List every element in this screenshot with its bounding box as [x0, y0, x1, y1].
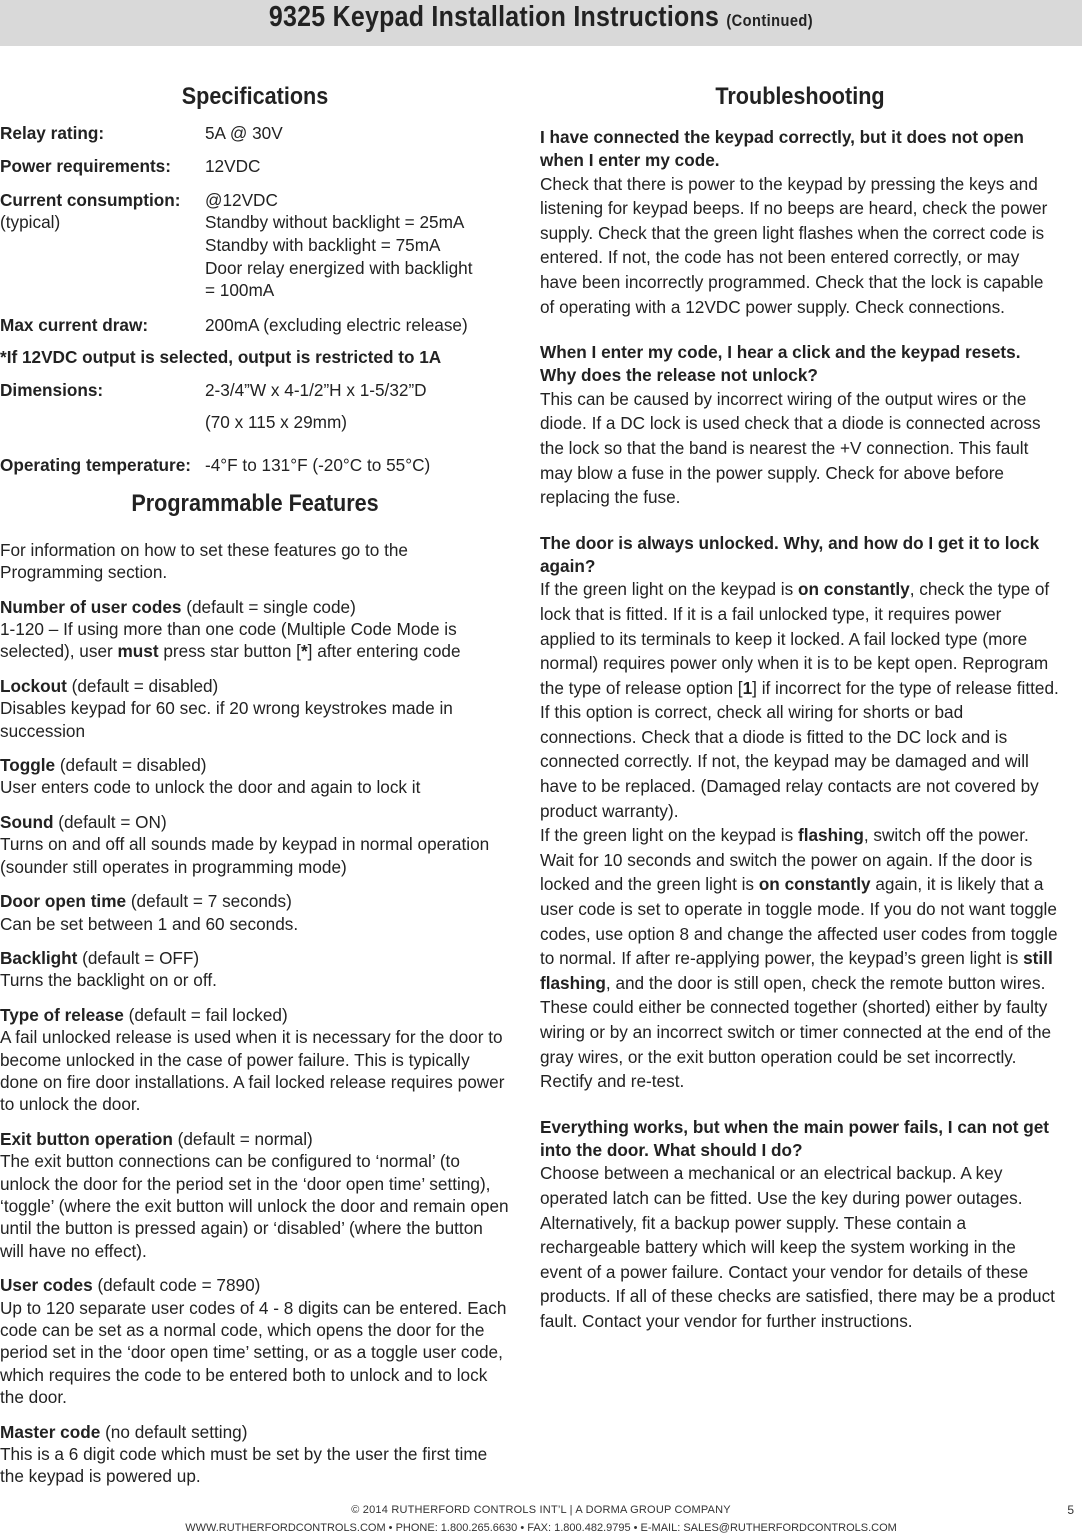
- spec-value: Standby without backlight = 25mA: [205, 212, 465, 233]
- spec-temperature: [0, 454, 510, 476]
- ts-item-3: [540, 532, 1060, 1094]
- feature-type-of-release: [0, 1004, 510, 1116]
- feature-default: (default = single code): [181, 596, 356, 617]
- feature-name: Type of release: [0, 1004, 124, 1025]
- spec-relay: [0, 122, 510, 144]
- feature-desc: User enters code to unlock the door and again to lock it: [0, 777, 421, 798]
- spec-label: Power requirements:: [0, 156, 171, 177]
- feature-desc: 1-120 – If using more than one code (Multiple Code Mode is selected), user: [0, 619, 457, 662]
- feature-default: (default = 7 seconds): [126, 891, 292, 912]
- ts-text: If the green light on the keypad is: [540, 825, 798, 846]
- spec-label: Dimensions:: [0, 379, 104, 400]
- ts-item-1: [540, 126, 1060, 319]
- feature-name: Master code: [0, 1421, 101, 1442]
- footer-contact: WWW.RUTHERFORDCONTROLS.COM • PHONE: 1.800.265.6630 • FAX: 1.800.482.9795 • E-MAIL: SALES@RUTHERFORDCONTROLS.COM: [185, 1522, 897, 1534]
- spec-value: 12VDC: [205, 156, 261, 177]
- feature-name: Sound: [0, 811, 54, 832]
- footer-copyright: © 2014 RUTHERFORD CONTROLS INT’L | A DORMA GROUP COMPANY: [351, 1504, 731, 1516]
- feature-master-code: [0, 1421, 510, 1488]
- features-intro: For information on how to set these features go to the Programming section.: [0, 539, 408, 583]
- feature-name: Lockout: [0, 675, 67, 696]
- specifications-heading: Specifications: [181, 83, 329, 110]
- spec-dimensions: [0, 379, 510, 434]
- feature-default: (default = fail locked): [123, 1004, 288, 1025]
- feature-default: (default code = 7890): [92, 1275, 261, 1296]
- feature-desc: Can be set between 1 and 60 seconds.: [0, 913, 299, 934]
- feature-backlight: [0, 947, 510, 992]
- right-column: [540, 82, 1060, 1334]
- ts-answer: [540, 577, 1060, 1093]
- feature-exit-button-operation: [0, 1128, 510, 1262]
- feature-default: (default = disabled): [66, 675, 219, 696]
- spec-value: -4°F to 131°F (-20°C to 55°C): [205, 455, 431, 476]
- title-text: 9325 Keypad Installation Instructions: [268, 1, 720, 33]
- feature-name: Toggle: [0, 755, 56, 776]
- ts-question: When I enter my code, I hear a click and the keypad resets. Why does the release not unlock?: [540, 342, 1021, 385]
- ts-emphasis: still flashing: [540, 948, 1053, 993]
- feature-emphasis: *: [300, 641, 308, 662]
- spec-current: [0, 189, 510, 302]
- ts-text: , switch off the power. Wait for 10 seconds and switch the power on again. If the door is locked and the green light is: [540, 825, 1033, 895]
- feature-name: Exit button operation: [0, 1128, 173, 1149]
- spec-max-current: [0, 314, 510, 336]
- ts-text: If the green light on the keypad is: [540, 579, 798, 600]
- feature-desc: Turns the backlight on or off.: [0, 970, 217, 991]
- feature-sound: [0, 811, 510, 878]
- spec-note: *If 12VDC output is selected, output is restricted to 1A: [0, 347, 442, 368]
- feature-desc: Turns on and off all sounds made by keypad in normal operation (sounder still operates in programming mode): [0, 834, 490, 877]
- spec-value: Door relay energized with backlight: [205, 257, 473, 278]
- ts-question: I have connected the keypad correctly, but it does not open when I enter my code.: [540, 127, 1024, 170]
- feature-default: (default = disabled): [55, 755, 207, 776]
- troubleshooting-heading: Troubleshooting: [715, 83, 885, 110]
- spec-value: 5A @ 30V: [205, 123, 283, 143]
- feature-name: Backlight: [0, 947, 78, 968]
- feature-desc: A fail unlocked release is used when it is necessary for the door to become unlocked in the case of power failure. This is typically done on fire door installations. A fail locked release requires power to unlock the door.: [0, 1027, 505, 1115]
- feature-name: Number of user codes: [0, 596, 182, 617]
- page-header: [0, 0, 1082, 46]
- feature-toggle: [0, 754, 510, 799]
- feature-name: User codes: [0, 1275, 93, 1296]
- spec-label: Relay rating:: [0, 123, 105, 143]
- spec-power: [0, 155, 510, 177]
- page-number: 5: [1067, 1503, 1074, 1517]
- feature-desc: The exit button connections can be configured to ‘normal’ (to unlock the door for the period set in the ‘door open time’ setting), ‘toggle’ (where the exit button will unlock the door and remain open until the button is pressed again) or ‘disabled’ (where the button will have no effect).: [0, 1151, 509, 1261]
- feature-default: (default = ON): [53, 811, 167, 832]
- spec-value: 2-3/4”W x 4-1/2”H x 1-5/32”D: [205, 379, 427, 400]
- ts-item-2: [540, 341, 1060, 510]
- ts-question: The door is always unlocked. Why, and how do I get it to lock again?: [540, 532, 1040, 576]
- feature-user-codes: [0, 1274, 510, 1408]
- feature-default: (default = OFF): [77, 947, 200, 968]
- spec-value: = 100mA: [205, 280, 275, 301]
- ts-emphasis: 1: [742, 677, 753, 698]
- feature-desc: Up to 120 separate user codes of 4 - 8 digits can be entered. Each code can be set as a normal code, which opens the door for the period set in the ‘door open time’ setting, or as a toggle user code, which requires the code to be entered both to unlock and to lock the door.: [0, 1297, 507, 1408]
- ts-text: , check the type of lock that is fitted. If it is a fail unlocked type, it requires power applied to its terminals to keep it locked. A fail locked type (more normal) requires power only when it is to be kept open. Reprogram the type of release option [: [540, 579, 1050, 698]
- feature-lockout: [0, 675, 510, 742]
- ts-answer: Check that there is power to the keypad by pressing the keys and listening for keypad beeps. If no beeps are heard, check the power supply. Check that the green light flashes when the correct code is entered. If not, the code has not been entered correctly, or may have been incorrectly programmed. Check that the lock is capable of operating with a 12VDC power supply. Check connections.: [540, 173, 1048, 317]
- feature-desc: press star button [: [158, 641, 301, 662]
- feature-door-open-time: [0, 890, 510, 935]
- ts-text: ] if incorrect for the type of release fitted. If this option is correct, check all wiring for shorts or bad connections. Check that a diode is fitted to the DC lock and is connected correctly. If not, the keypad may be damaged and will have to be replaced. (Damaged relay contacts are not covered by product warranty).: [540, 677, 1059, 821]
- ts-emphasis: on constantly: [758, 874, 871, 895]
- feature-desc: ] after entering code: [307, 641, 461, 662]
- page-title: [76, 0, 1007, 38]
- spec-label: Max current draw:: [0, 314, 149, 335]
- ts-item-4: [540, 1116, 1060, 1334]
- ts-emphasis: on constantly: [797, 579, 910, 600]
- left-column: [0, 82, 510, 1488]
- feature-desc: This is a 6 digit code which must be set by the user the first time the keypad is powered up.: [0, 1444, 488, 1487]
- ts-question: Everything works, but when the main power fails, I can not get into the door. What should I do?: [540, 1116, 1050, 1160]
- spec-value: 200mA (excluding electric release): [205, 314, 468, 335]
- ts-text: again, it is likely that a user code is set to operate in toggle mode. If you do not want toggle codes, use option 8 and change the affected user codes from toggle to normal. If after re-applying power, the keypad’s green light is: [540, 874, 1058, 969]
- ts-answer: This can be caused by incorrect wiring of the output wires or the diode. If a DC lock is used check that a diode is connected across the lock so that the band is nearest the +V connection. This fault may blow a fuse in the power supply. Check for above before replacing the fuse.: [540, 388, 1041, 508]
- ts-text: , and the door is still open, check the remote button wires. These could either be connected together (shorted) either by faulty wiring or by an incorrect switch or timer connected at the end of the gray wires, or the exit button operation could be set incorrectly. Rectify and re-test.: [540, 972, 1052, 1092]
- feature-name: Door open time: [0, 891, 127, 912]
- spec-sublabel: (typical): [0, 212, 61, 233]
- spec-label: Operating temperature:: [0, 455, 192, 476]
- spec-value: (70 x 115 x 29mm): [205, 412, 348, 432]
- feature-emphasis: must: [117, 641, 159, 662]
- features-heading: Programmable Features: [131, 489, 379, 517]
- title-subtitle: (Continued): [726, 11, 814, 30]
- spec-value: @12VDC: [205, 189, 278, 210]
- spec-value: Standby with backlight = 75mA: [205, 235, 441, 255]
- feature-number-of-user-codes: [0, 596, 510, 663]
- ts-answer: Choose between a mechanical or an electrical backup. A key operated latch can be fitted. Use the key during power outages. Alternatively, fit a backup power supply. These contain a rechargeable battery which will keep the system working in the event of a power failure. Contact your vendor for details of these products. If all of these checks are satisfied, there may be a product fault. Contact your vendor for further instructions.: [540, 1163, 1055, 1331]
- ts-emphasis: flashing: [797, 825, 864, 846]
- feature-default: (no default setting): [100, 1421, 248, 1442]
- feature-default: (default = normal): [172, 1128, 313, 1149]
- feature-desc: Disables keypad for 60 sec. if 20 wrong keystrokes made in succession: [0, 698, 453, 741]
- spec-label: Current consumption:: [0, 189, 181, 210]
